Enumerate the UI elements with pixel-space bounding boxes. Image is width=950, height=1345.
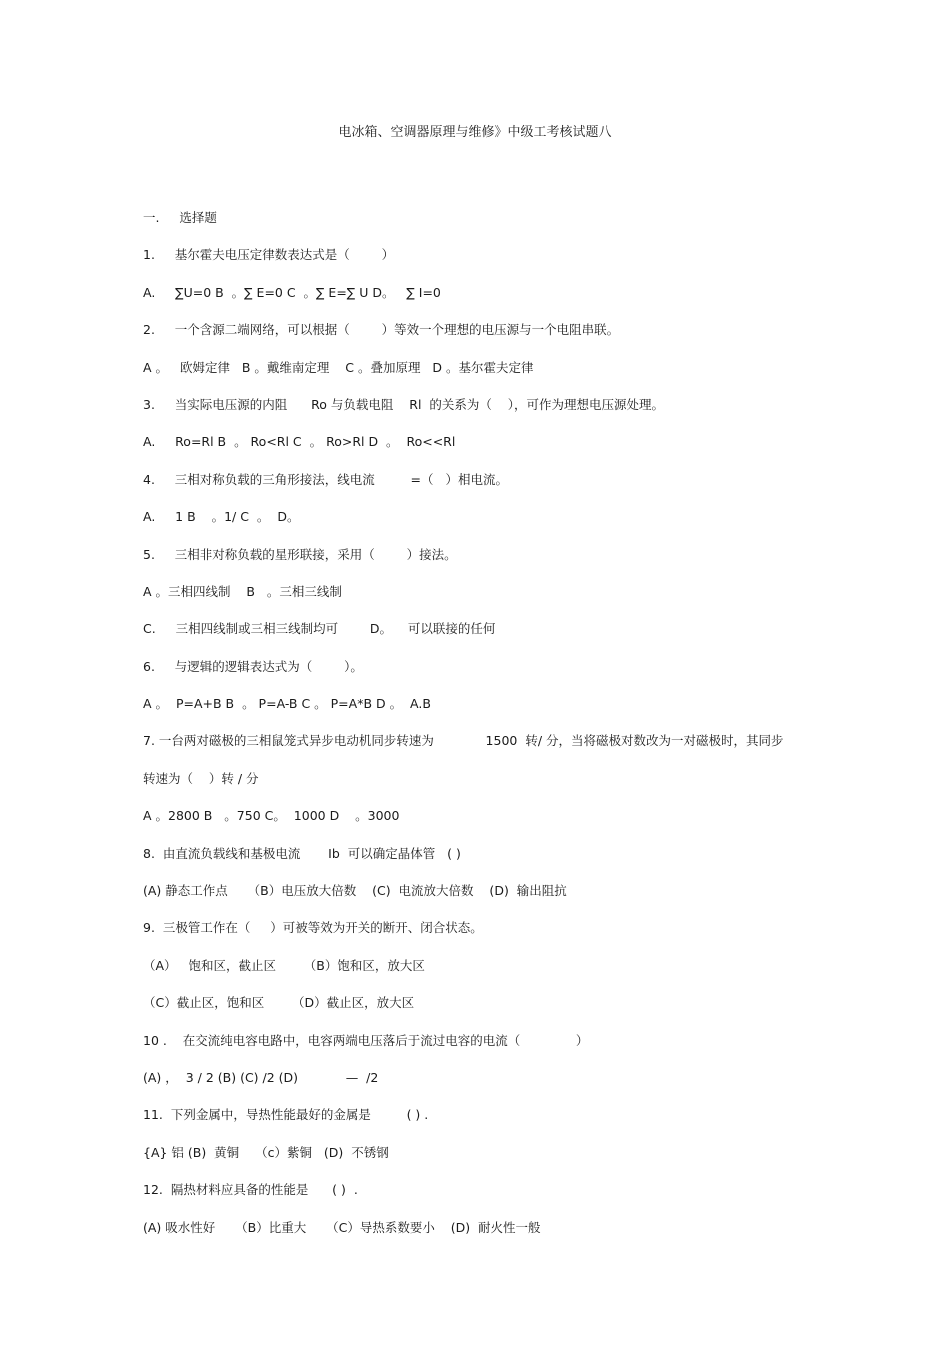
question-5: 5. 三相非对称负载的星形联接，采用（ ）接法。 [143, 546, 457, 562]
question-12-options: (A) 吸水性好 （B）比重大 （C）导热系数要小 (D) 耐火性一般 [143, 1219, 541, 1235]
question-2-options: A 。 欧姆定律 B 。戴维南定理 C 。叠加原理 D 。基尔霍夫定律 [143, 359, 534, 375]
question-12: 12. 隔热材料应具备的性能是 ( ) . [143, 1182, 358, 1198]
question-9-options-cd: （C）截止区，饱和区 （D）截止区，放大区 [143, 995, 415, 1011]
question-11-options: {A} 铝 (B) 黄铜 （c）紫铜 (D) 不锈钢 [143, 1144, 389, 1160]
question-6: 6. 与逻辑的逻辑表达式为（ ）。 [143, 658, 363, 674]
question-5-options-cd: C. 三相四线制或三相三线制均可 D。 可以联接的任何 [143, 621, 496, 637]
page-title: 电冰箱、空调器原理与维修》中级工考核试题八 [338, 125, 612, 140]
question-11: 11. 下列金属中，导热性能最好的金属是 ( ) . [143, 1107, 429, 1123]
question-4: 4. 三相对称负载的三角形接法，线电流 =（ ）相电流。 [143, 471, 508, 487]
question-8: 8. 由直流负载线和基极电流 Ib 可以确定晶体管 ( ) [143, 845, 461, 861]
question-5-options-ab: A 。三相四线制 B 。三相三线制 [143, 583, 342, 599]
question-9: 9. 三极管工作在（ ）可被等效为开关的断开、闭合状态。 [143, 920, 483, 936]
question-1: 1. 基尔霍夫电压定律数表达式是（ ） [143, 247, 395, 263]
question-10: 10 . 在交流纯电容电路中，电容两端电压落后于流过电容的电流（ ） [143, 1032, 589, 1048]
question-8-options: (A) 静态工作点 （B）电压放大倍数 (C) 电流放大倍数 (D) 输出阻抗 [143, 883, 567, 899]
question-7-continued: 转速为（ ）转 / 分 [143, 770, 259, 786]
question-10-options: (A) ， 3 / 2 (B) (C) /2 (D) — /2 [143, 1069, 379, 1085]
question-7: 7. 一台两对磁极的三相鼠笼式异步电动机同步转速为 1500 转/ 分，当将磁极对数改为一对磁极时，其同步 [143, 733, 784, 749]
question-2: 2. 一个含源二端网络，可以根据（ ）等效一个理想的电压源与一个电阻串联。 [143, 322, 620, 338]
document-body [143, 199, 843, 1246]
question-3-options: A. Ro=Rl B 。 Ro<Rl C 。 Ro>Rl D 。 Ro<<Rl [143, 434, 456, 450]
question-3: 3. 当实际电压源的内阻 Ro 与负载电阻 Rl 的关系为（ ），可作为理想电压源处理。 [143, 396, 665, 412]
question-7-options: A 。2800 B 。750 C。 1000 D 。3000 [143, 808, 400, 824]
question-1-options: A. ∑U=0 B 。∑ E=0 C 。∑ E=∑ U D。 ∑ I=0 [143, 284, 441, 300]
question-6-options: A 。 P=A+B B 。 P=A-B C 。 P=A*B D 。 A.B [143, 696, 431, 712]
question-9-options-ab: （A） 饱和区，截止区 （B）饱和区，放大区 [143, 957, 425, 973]
section-heading: 一. 选择题 [143, 210, 217, 225]
question-4-options: A. 1 B 。1/ C 。 D。 [143, 509, 300, 525]
